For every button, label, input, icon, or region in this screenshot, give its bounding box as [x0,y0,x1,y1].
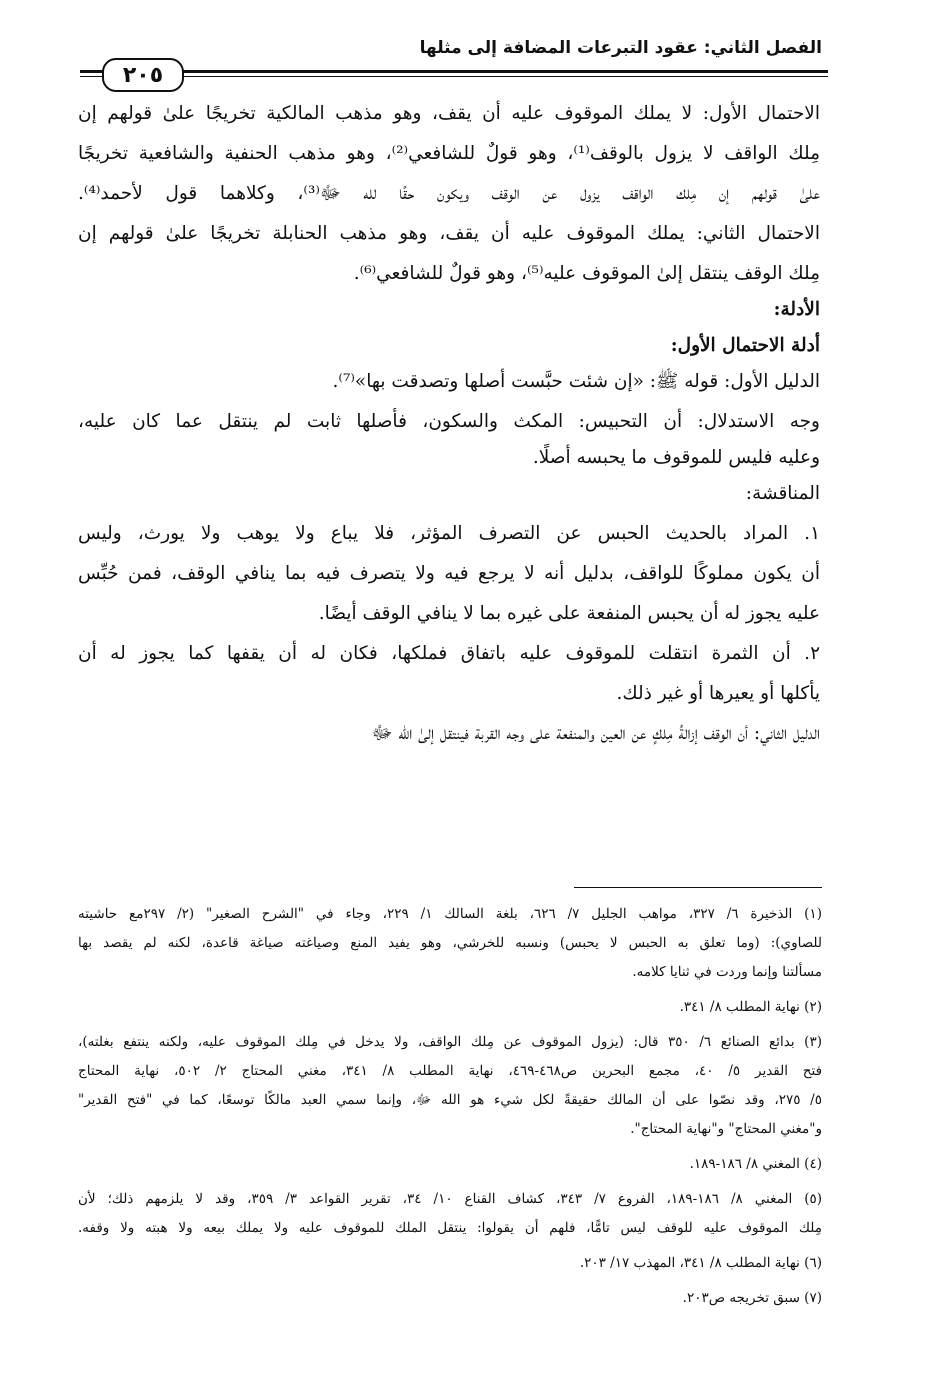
body-line: الدليل الأول: قوله ﷺ: «إن شئت حبَّست أصلها وتصدقت بها»⁽⁷⁾. [332,371,820,392]
footnote-line: مسألتنا وإنما وردت في ثنايا كلامه. [632,964,822,980]
footnote-line: مِلك الموقوف عليه للوقف ليس تامًّا، فلهم أن يقولوا: ينتقل الملك للموقوف عليه ولا يملك بيعه ولا هبته ولا وقفه. [78,1220,822,1236]
body-line: الاحتمال الثاني: يملك الموقوف عليه أن يقف، وهو مذهب الحنابلة تخريجًا علىٰ قولهم إن [78,223,820,244]
body-line: مِلك الوقف ينتقل إلىٰ الموقوف عليه⁽⁵⁾، وهو قولٌ للشافعي⁽⁶⁾. [353,263,820,284]
body-line: الاحتمال الأول: لا يملك الموقوف عليه أن يقف، وهو مذهب المالكية تخريجًا علىٰ قولهم إن [78,103,820,124]
section-heading: الأدلة: [773,299,820,320]
footnote-line: (٧) سبق تخريجه ص٢٠٣. [682,1290,822,1306]
footnote-line: (٤) المغني ٨/ ١٨٦-١٨٩. [689,1156,822,1172]
body-line: ١. المراد بالحديث الحبس عن التصرف المؤثر، فلا يباع ولا يوهب ولا يورث، وليس [78,523,820,544]
body-line: وعليه فليس للموقوف ما يحبسه أصلًا. [532,447,820,468]
body-line: ٢. أن الثمرة انتقلت للموقوف عليه باتفاق فملكها، فكان له أن يقفها كما يجوز له أن [78,643,820,664]
footnote-line: للصاوي): (وما تعلق به الحبس لا يحبس) ونسبه للخرشي، وهو يفيد المنع وصياغته صياغة قاعدة، لكنه لم يقصد بها [78,935,822,951]
running-title: الفصل الثاني: عقود التبرعات المضافة إلى مثلها [419,38,822,58]
header-rule-thin [80,76,828,77]
body-line: أن يكون مملوكًا للواقف، بدليل أنه لا يرجع فيه ولا يتصرف فيه بما ينافي الوقف، فمن حُبِّس [78,563,820,584]
header-rule [80,70,828,73]
footnote-rule [574,887,822,888]
footnotes [78,900,822,1313]
page-number: ٢٠٥ [102,58,184,92]
footnote-line: (٣) بدائع الصنائع ٦/ ٣٥٠ قال: (يزول الموقوف عن مِلك الواقف، ولا يدخل في مِلك الموقوف عليه، ولكنه ينتفع بغلته)، [78,1034,822,1050]
main-text [78,96,820,752]
section-heading: أدلة الاحتمال الأول: [670,335,820,356]
body-line: عليه يجوز له أن يحبس المنفعة على غيره بما لا ينافي الوقف أيضًا. [318,603,820,624]
footnote-line: (٥) المغني ٨/ ١٨٦-١٨٩، الفروع ٧/ ٣٤٣، كشاف القناع ١٠/ ٣٤، تقرير القواعد ٣/ ٣٥٩، وقد لا يلزمهم ذلك؛ لأن [78,1191,822,1207]
body-line: علىٰ قولهم إن مِلك الواقف يزول عن الوقف ويكون حقًا لله ﷻ⁽³⁾، وكلاهما قول لأحمد⁽⁴⁾. [78,183,820,204]
footnote-line: و"مغني المحتاج" و"نهاية المحتاج". [630,1121,822,1137]
footnote-line: فتح القدير ٥/ ٤٠، مجمع البحرين ص٤٦٨-٤٦٩، نهاية المطلب ٨/ ٣٤١، مغني المحتاج ٢/ ٥٠٢، نهاية المحتاج [78,1063,822,1079]
section-heading: المناقشة: [745,483,820,504]
body-line: يأكلها أو يعيرها أو غير ذلك. [616,683,820,704]
footnote-line: (٦) نهاية المطلب ٨/ ٣٤١، المهذب ١٧/ ٢٠٣. [579,1255,822,1271]
footnote-line: (٢) نهاية المطلب ٨/ ٣٤١. [679,999,822,1015]
footnote-line: ٥/ ٢٧٥، وقد نصّوا على أن المالك حقيقةً لكل شيء هو الله ﷻ، وإنما سمي العبد مالكًا توسعًا، كما في "فتح القدير" [78,1092,822,1108]
body-line: الدليل الثاني: أن الوقف إزالةُ مِلكٍ عن العين والمنفعة على وجه القربة فينتقل إلىٰ الله ﷻ [371,723,820,744]
footnote-line: (١) الذخيرة ٦/ ٣٢٧، مواهب الجليل ٧/ ٦٢٦، بلغة السالك ١/ ٢٢٩، وجاء في "الشرح الصغير" (٢/ ٢٩٧مع حاشيته [78,906,822,922]
body-line: وجه الاستدلال: أن التحبيس: المكث والسكون، فأصلها ثابت لم ينتقل عما كان عليه، [78,411,820,432]
body-line: مِلك الواقف لا يزول بالوقف⁽¹⁾، وهو قولٌ للشافعي⁽²⁾، وهو مذهب الحنفية والشافعية تخريجًا [78,143,820,164]
